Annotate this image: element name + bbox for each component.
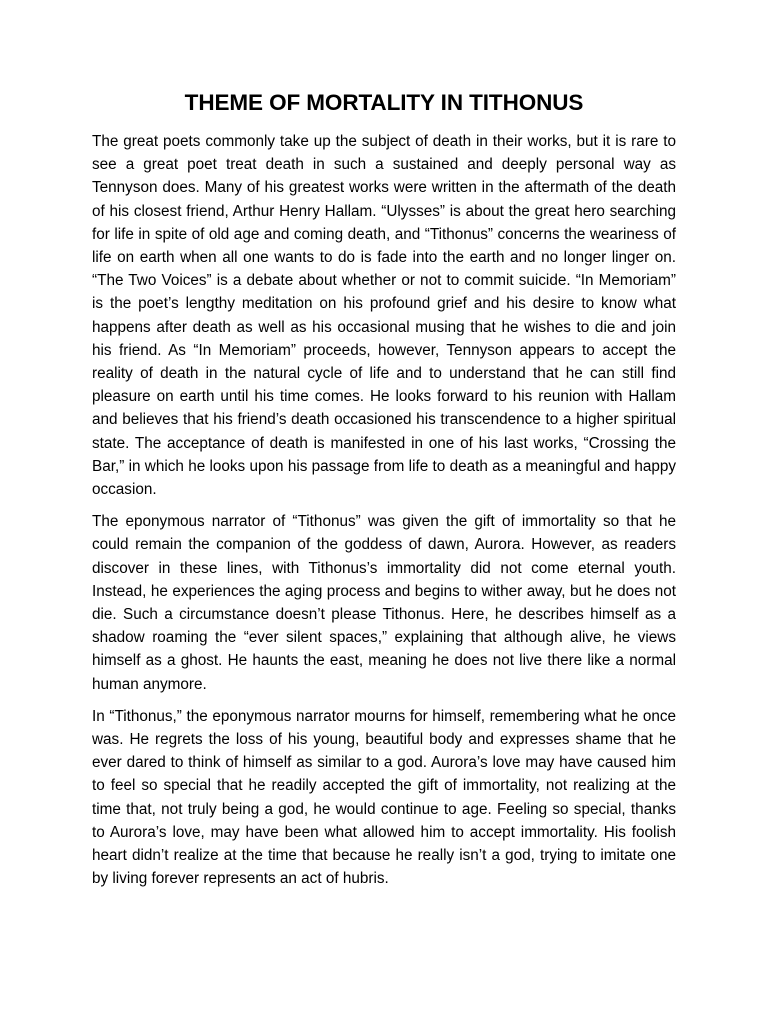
paragraph-2: The eponymous narrator of “Tithonus” was given the gift of immortality so that he could remain the companion of the goddess of dawn, Aurora. However, as readers discover in these lines, with Tithonus’s immortality did not come eternal youth. Instead, he experiences the aging process and begins to wither away, but he does not die. Such a circumstance doesn’t please Tithonus. Here, he describes himself as a shadow roaming the “ever silent spaces,” explaining that although alive, he views himself as a ghost. He haunts the east, meaning he does not live there like a normal human anymore.: [92, 513, 676, 693]
page-title: THEME OF MORTALITY IN TITHONUS: [184, 90, 584, 115]
document-body: [92, 130, 676, 900]
paragraph-1: The great poets commonly take up the subject of death in their works, but it is rare to see a great poet treat death in such a sustained and deeply personal way as Tennyson does. Many of his greatest works were written in the aftermath of the death of his closest friend, Arthur Henry Hallam. “Ulysses” is about the great hero searching for life in spite of old age and coming death, and “Tithonus” concerns the weariness of life on earth when all one wants to do is fade into the earth and no longer linger on. “The Two Voices” is a debate about whether or not to commit suicide. “In Memoriam” is the poet’s lengthy meditation on his profound grief and his desire to know what happens after death as well as his occasional musing that he wishes to die and join his friend. As “In Memoriam” proceeds, however, Tennyson appears to accept the reality of death in the natural cycle of life and to understand that he can still find pleasure on earth until his time comes. He looks forward to his reunion with Hallam and believes that his friend’s death occasioned his transcendence to a higher spiritual state. The acceptance of death is manifested in one of his last works, “Crossing the Bar,” in which he looks upon his passage from life to death as a meaningful and happy occasion.: [92, 133, 676, 499]
paragraph-3: In “Tithonus,” the eponymous narrator mourns for himself, remembering what he once was. He regrets the loss of his young, beautiful body and expresses shame that he ever dared to think of himself as similar to a god. Aurora’s love may have caused him to feel so special that he readily accepted the gift of immortality, not realizing at the time that, not truly being a god, he would continue to age. Feeling so special, thanks to Aurora’s love, may have been what allowed him to accept immortality. His foolish heart didn’t realize at the time that because he really isn’t a god, trying to imitate one by living forever represents an act of hubris.: [92, 707, 676, 888]
